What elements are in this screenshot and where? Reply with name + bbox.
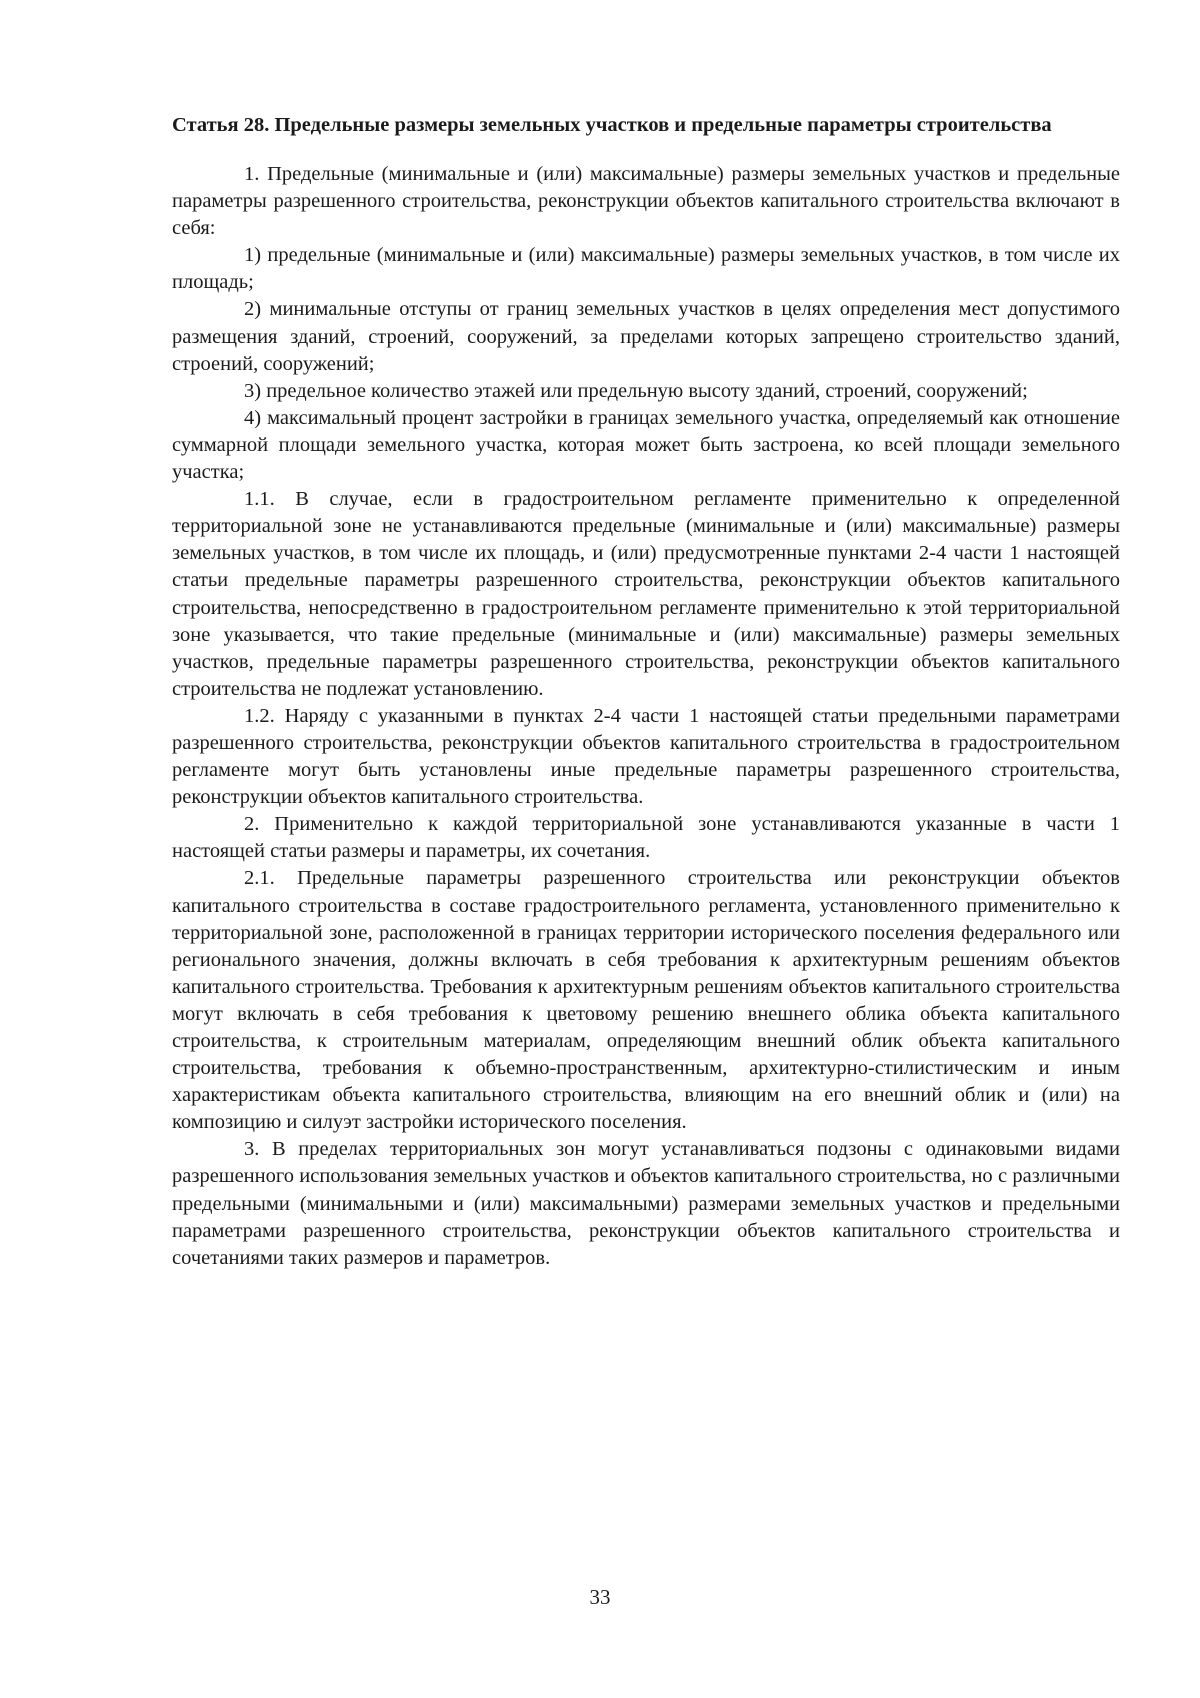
document-page [172, 112, 1120, 1272]
paragraph-1-1: 1.1. В случае, если в градостроительном регламенте применительно к определенной территориальной зоне не устанавливаются предельные (минимальные и (или) максимальные) размеры земельных участков, в том числе их площадь, и (или) предусмотренные пунктами 2-4 части 1 настоящей статьи предельные параметры разрешенного строительства, реконструкции объектов капитального строительства, непосредственно в градостроительном регламенте применительно к этой территориальной зоне указывается, что такие предельные (минимальные и (или) максимальные) размеры земельных участков, предельные параметры разрешенного строительства, реконструкции объектов капитального строительства не подлежат установлению. [172, 488, 1120, 700]
paragraph-1-item-2: 2) минимальные отступы от границ земельных участков в целях определения мест допустимого размещения зданий, строений, сооружений, за пределами которых запрещено строительство зданий, строений, сооружений; [172, 298, 1120, 375]
paragraph-1: 1. Предельные (минимальные и (или) максимальные) размеры земельных участков и предельные параметры разрешенного строительства, реконструкции объектов капитального строительства включают в себя: [172, 163, 1120, 240]
paragraph-2-1: 2.1. Предельные параметры разрешенного строительства или реконструкции объектов капитального строительства в составе градостроительного регламента, установленного применительно к территориальной зоне, расположенной в границах территории исторического поселения федерального или регионального значения, должны включать в себя требования к архитектурным решениям объектов капитального строительства. Требования к архитектурным решениям объектов капитального строительства могут включать в себя требования к цветовому решению внешнего облика объекта капитального строительства, к строительным материалам, определяющим внешний облик объекта капитального строительства, требования к объемно-пространственным, архитектурно-стилистическим и иным характеристикам объекта капитального строительства, влияющим на его внешний облик и (или) на композицию и силуэт застройки исторического поселения. [172, 867, 1120, 1134]
article-body [172, 161, 1120, 1272]
paragraph-2: 2. Применительно к каждой территориальной зоне устанавливаются указанные в части 1 настоящей статьи размеры и параметры, их сочетания. [172, 813, 1120, 863]
paragraph-1-item-4: 4) максимальный процент застройки в границах земельного участка, определяемый как отношение суммарной площади земельного участка, которая может быть застроена, ко всей площади земельного участка; [172, 406, 1120, 484]
paragraph-1-item-1: 1) предельные (минимальные и (или) максимальные) размеры земельных участков, в том числе их площадь; [172, 244, 1120, 294]
paragraph-1-2: 1.2. Наряду с указанными в пунктах 2-4 части 1 настоящей статьи предельными параметрами разрешенного строительства, реконструкции объектов капитального строительства в градостроительном регламенте могут быть установлены иные предельные параметры разрешенного строительства, реконструкции объектов капитального строительства. [172, 704, 1120, 809]
paragraph-1-item-3: 3) предельное количество этажей или предельную высоту зданий, строений, сооружений; [244, 379, 1028, 402]
article-heading: Статья 28. Предельные размеры земельных участков и предельные параметры строительства [172, 114, 1052, 136]
page-number: 33 [589, 1585, 611, 1609]
paragraph-3: 3. В пределах территориальных зон могут устанавливаться подзоны с одинаковыми видами разрешенного использования земельных участков и объектов капитального строительства, но с различными предельными (минимальными и (или) максимальными) размерами земельных участков и предельными параметрами разрешенного строительства, реконструкции объектов капитального строительства и сочетаниями таких размеров и параметров. [172, 1138, 1120, 1269]
